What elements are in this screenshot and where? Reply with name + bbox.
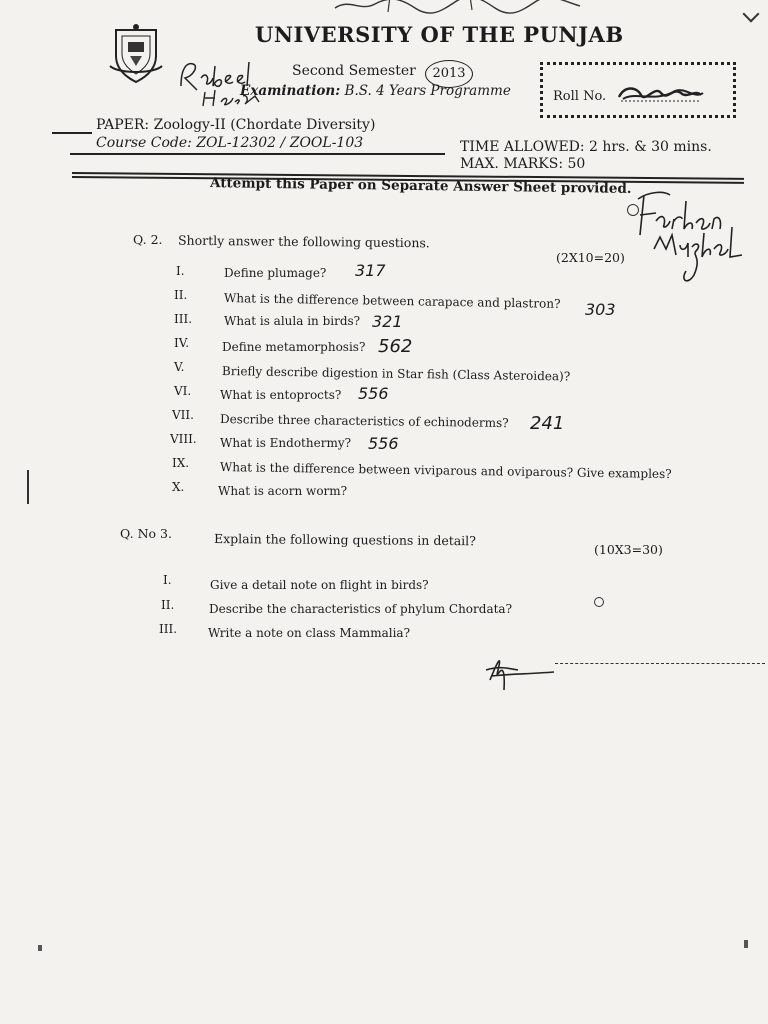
q3-item-number: III.: [159, 622, 178, 636]
scan-mark: [743, 6, 760, 23]
scan-mark: [27, 470, 29, 504]
roll-number-label: Roll No.: [553, 89, 607, 104]
farhan-signature: [630, 185, 760, 295]
q3-number: Q. No 3.: [120, 526, 172, 541]
q3-marks: (10X3=30): [594, 542, 663, 557]
q2-item-number: V.: [174, 360, 185, 374]
q2-number: Q. 2.: [133, 232, 163, 247]
roll-number-scribble: [615, 83, 705, 105]
rabeel-signature: [175, 48, 275, 108]
q2-item-number: I.: [176, 264, 185, 278]
scan-mark: [744, 940, 748, 948]
q2-item-text: What is acorn worm?: [218, 484, 348, 498]
q3-item-text: Describe the characteristics of phylum Chordata?: [209, 602, 513, 616]
examination-label: Examination:: [240, 83, 341, 99]
scan-mark: [38, 945, 42, 951]
q2-item-text: Briefly describe digestion in Star fish (Class Asteroidea)?: [221, 364, 571, 384]
examination-line: [240, 83, 511, 99]
q2-item-number: III.: [174, 312, 193, 326]
q2-heading: Shortly answer the following questions.: [177, 232, 430, 251]
q2-item-number: II.: [174, 288, 188, 302]
year-circle: 2013: [425, 60, 473, 88]
instruction-line: Attempt this Paper on Separate Answer Sheet provided.: [209, 175, 632, 197]
q2-item-text: What is entoprocts?: [220, 388, 342, 402]
q2-item-note: 556: [358, 384, 389, 403]
q2-item-note: 241: [530, 413, 565, 434]
semester-label: Second Semester: [292, 63, 416, 79]
q2-item-note: 303: [585, 300, 616, 319]
max-marks: MAX. MARKS: 50: [460, 156, 586, 172]
q3-item-text: Give a detail note on flight in birds?: [210, 578, 429, 592]
small-circle-mark-2: [594, 597, 604, 607]
university-logo: [108, 22, 164, 84]
q2-item-number: VI.: [174, 384, 192, 398]
q2-marks: (2X10=20): [556, 250, 625, 265]
q2-item-note: 562: [378, 336, 413, 357]
examiner-signature: [478, 640, 598, 695]
q2-item-note: 556: [368, 434, 399, 453]
q2-item-number: IV.: [174, 336, 190, 350]
university-title: UNIVERSITY OF THE PUNJAB: [255, 22, 624, 47]
paper-title: PAPER: Zoology-II (Chordate Diversity): [96, 117, 376, 133]
q2-item-number: IX.: [172, 456, 190, 470]
time-allowed: TIME ALLOWED: 2 hrs. & 30 mins.: [460, 139, 712, 155]
q2-item-note: 317: [355, 261, 386, 280]
q2-item-text: Describe three characteristics of echinoderms?: [219, 412, 509, 431]
q2-item-text: What is the difference between viviparous and oviparous? Give examples?: [219, 460, 672, 482]
paper-left-dash: [52, 132, 92, 134]
examination-value: B.S. 4 Years Programme: [344, 83, 511, 99]
top-handwriting-scribble: [330, 0, 590, 16]
q2-item-text: What is Endothermy?: [220, 436, 352, 450]
q2-item-text: Define metamorphosis?: [222, 340, 366, 354]
q2-item-number: VIII.: [170, 432, 197, 446]
course-code: Course Code: ZOL-12302 / ZOOL-103: [96, 135, 364, 151]
q2-item-number: X.: [172, 480, 185, 494]
q3-heading: Explain the following questions in detail?: [213, 531, 476, 549]
q3-item-number: II.: [161, 598, 175, 612]
q3-item-number: I.: [163, 573, 172, 587]
q2-item-text: What is alula in birds?: [224, 314, 361, 328]
q2-item-note: 321: [372, 312, 403, 331]
bottom-dashed-line: [555, 663, 765, 664]
q3-item-text: Write a note on class Mammalia?: [208, 626, 410, 640]
q2-item-text: What is the difference between carapace and plastron?: [223, 291, 561, 311]
q2-item-text: Define plumage?: [224, 266, 327, 280]
course-underline: [70, 153, 445, 155]
q2-item-number: VII.: [172, 408, 194, 422]
